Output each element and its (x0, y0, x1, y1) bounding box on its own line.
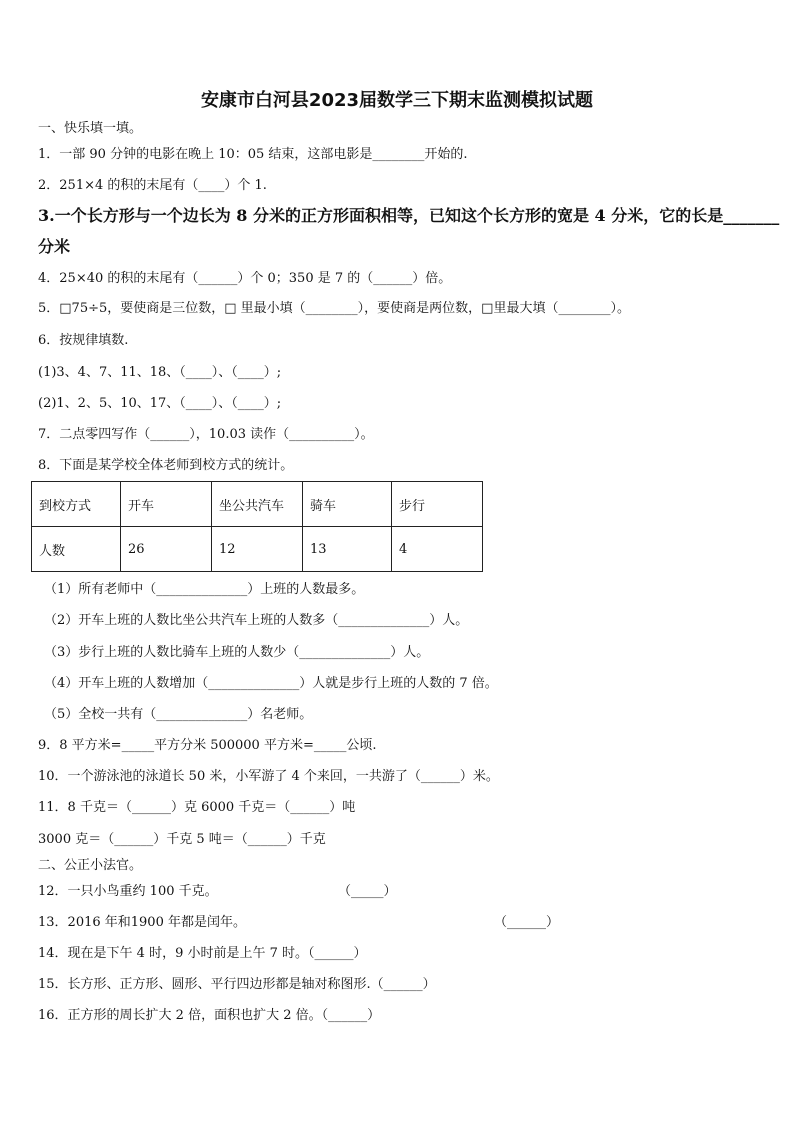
question-13-answer: （______） (494, 915, 560, 930)
table-cell: 13 (303, 527, 392, 572)
question-6-part1: (1)3、4、7、11、18、（____）、（____）; (38, 365, 282, 380)
table-row (32, 527, 483, 572)
question-16: 16．正方形的周长扩大 2 倍，面积也扩大 2 倍。（______） (38, 1008, 381, 1023)
question-8-part1: （1）所有老师中（______________）上班的人数最多。 (44, 582, 365, 597)
table-cell: 开车 (121, 482, 212, 527)
question-1: 1．一部 90 分钟的电影在晚上 10：05 结束，这部电影是________开始的. (38, 147, 468, 162)
table-cell: 26 (121, 527, 212, 572)
question-10: 10．一个游泳池的泳道长 50 米，小军游了 4 个来回，一共游了（______）米。 (38, 769, 499, 784)
question-11-line1: 11．8 千克＝（______）克 6000 千克＝（______）吨 (38, 800, 356, 815)
question-3-line2: 分米 (38, 237, 71, 256)
question-8-part4: （4）开车上班的人数增加（______________）人就是步行上班的人数的 7 倍。 (44, 676, 498, 691)
question-3-line1: 3.一个长方形与一个边长为 8 分米的正方形面积相等，已知这个长方形的宽是 4 分米，它的长是_______ (38, 206, 780, 225)
question-11-line2: 3000 克＝（______）千克 5 吨＝（______）千克 (38, 832, 326, 847)
table-cell: 步行 (392, 482, 483, 527)
question-8: 8．下面是某学校全体老师到校方式的统计。 (38, 458, 294, 473)
table-cell: 人数 (32, 527, 121, 572)
question-13: 13．2016 年和1900 年都是闰年。 (38, 915, 246, 930)
question-15: 15．长方形、正方形、圆形、平行四边形都是轴对称图形.（______） (38, 977, 436, 992)
question-5: 5．□75÷5，要使商是三位数，□ 里最小填（________），要使商是两位数，□里最大填（________）。 (38, 301, 630, 316)
table-cell: 坐公共汽车 (212, 482, 303, 527)
question-8-part5: （5）全校一共有（______________）名老师。 (44, 707, 313, 722)
question-6-part2: (2)1、2、5、10、17、（____）、（____）; (38, 396, 282, 411)
commute-stats-table (31, 481, 483, 572)
section-heading-2: 二、公正小法官。 (38, 858, 143, 873)
table-row (32, 482, 483, 527)
section-heading-1: 一、快乐填一填。 (38, 121, 143, 136)
table-cell: 骑车 (303, 482, 392, 527)
question-9: 9．8 平方米=_____平方分米 500000 平方米=_____公顷. (38, 738, 377, 753)
question-7: 7．二点零四写作（______），10.03 读作（__________）。 (38, 427, 374, 442)
question-8-part2: （2）开车上班的人数比坐公共汽车上班的人数多（______________）人。 (44, 613, 469, 628)
question-12: 12．一只小鸟重约 100 千克。 (38, 884, 218, 899)
question-12-answer: （_____） (338, 884, 397, 899)
question-8-part3: （3）步行上班的人数比骑车上班的人数少（______________）人。 (44, 645, 430, 660)
table-cell: 到校方式 (32, 482, 121, 527)
page-title: 安康市白河县2023届数学三下期末监测模拟试题 (200, 90, 594, 111)
table-cell: 12 (212, 527, 303, 572)
table-cell: 4 (392, 527, 483, 572)
question-14: 14．现在是下午 4 时，9 小时前是上午 7 时。（______） (38, 946, 367, 961)
question-4: 4．25×40 的积的末尾有（______）个 0；350 是 7 的（______）倍。 (38, 271, 452, 286)
question-2: 2．251×4 的积的末尾有（____）个 1. (38, 178, 267, 193)
question-6: 6．按规律填数. (38, 333, 129, 348)
